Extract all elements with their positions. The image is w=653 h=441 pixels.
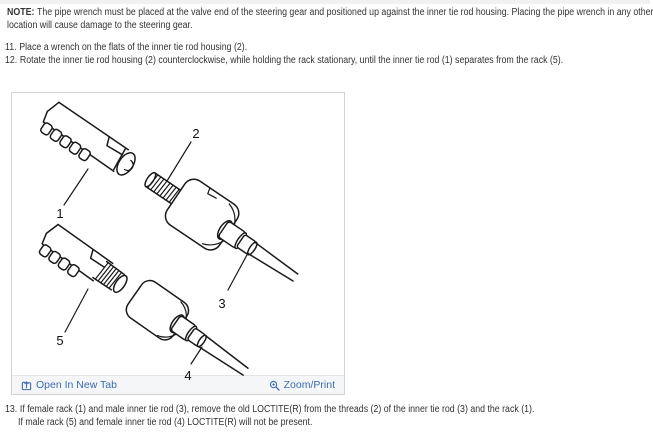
step-12-number: 12. <box>5 55 18 66</box>
step-12 <box>5 54 563 67</box>
step-11 <box>5 41 247 54</box>
figure-toolbar <box>12 375 344 394</box>
note-text-2: location will cause damage to the steering gear. <box>7 20 193 31</box>
tie-rod-diagram <box>12 93 344 383</box>
figure-box <box>11 92 345 395</box>
callout-3: 3 <box>218 296 226 311</box>
step-11-text: Place a wrench on the flats of the inner tie rod housing (2). <box>19 42 248 53</box>
callout-5: 5 <box>56 333 64 348</box>
leader-line-5 <box>65 289 88 332</box>
open-in-new-tab-label: Open In New Tab <box>36 379 117 391</box>
zoom-print-label: Zoom/Print <box>283 379 335 391</box>
step-13-text-2: If male rack (5) and female inner tie rod (4) LOCTITE(R) will not be present. <box>18 417 313 428</box>
zoom-print-link[interactable] <box>269 379 335 391</box>
leader-line-3 <box>228 253 248 290</box>
step-13-text-1: If female rack (1) and male inner tie rod (3), remove the old LOCTITE(R) from the threads (2) of the inner tie rod (3) and the rack (1). <box>19 404 535 415</box>
leader-line-4 <box>191 347 202 364</box>
magnifier-icon <box>269 380 280 391</box>
step-12-text: Rotate the inner tie rod housing (2) counterclockwise, while holding the rack stationary, until the inner tie rod (1) separates from the rack (5). <box>19 55 564 66</box>
note-line-1 <box>7 6 653 19</box>
callout-2: 2 <box>192 126 200 141</box>
open-in-new-tab-icon <box>21 380 32 391</box>
note-text-1: The pipe wrench must be placed at the valve end of the steering gear and positioned up against the inner tie rod housing. Placing the pipe wrench in any other <box>37 7 653 18</box>
callout-4: 4 <box>184 368 192 383</box>
note-label: NOTE: <box>7 7 35 18</box>
callout-1: 1 <box>56 206 64 221</box>
leader-line-1 <box>64 169 88 205</box>
leader-line-2 <box>167 142 191 181</box>
step-13-number: 13. <box>5 404 18 415</box>
top-divider <box>0 0 650 4</box>
step-13-line-2 <box>18 416 312 429</box>
step-11-number: 11. <box>5 42 17 53</box>
open-in-new-tab-link[interactable] <box>21 379 117 391</box>
note-line-2 <box>7 19 192 32</box>
step-13-line-1 <box>5 403 534 416</box>
